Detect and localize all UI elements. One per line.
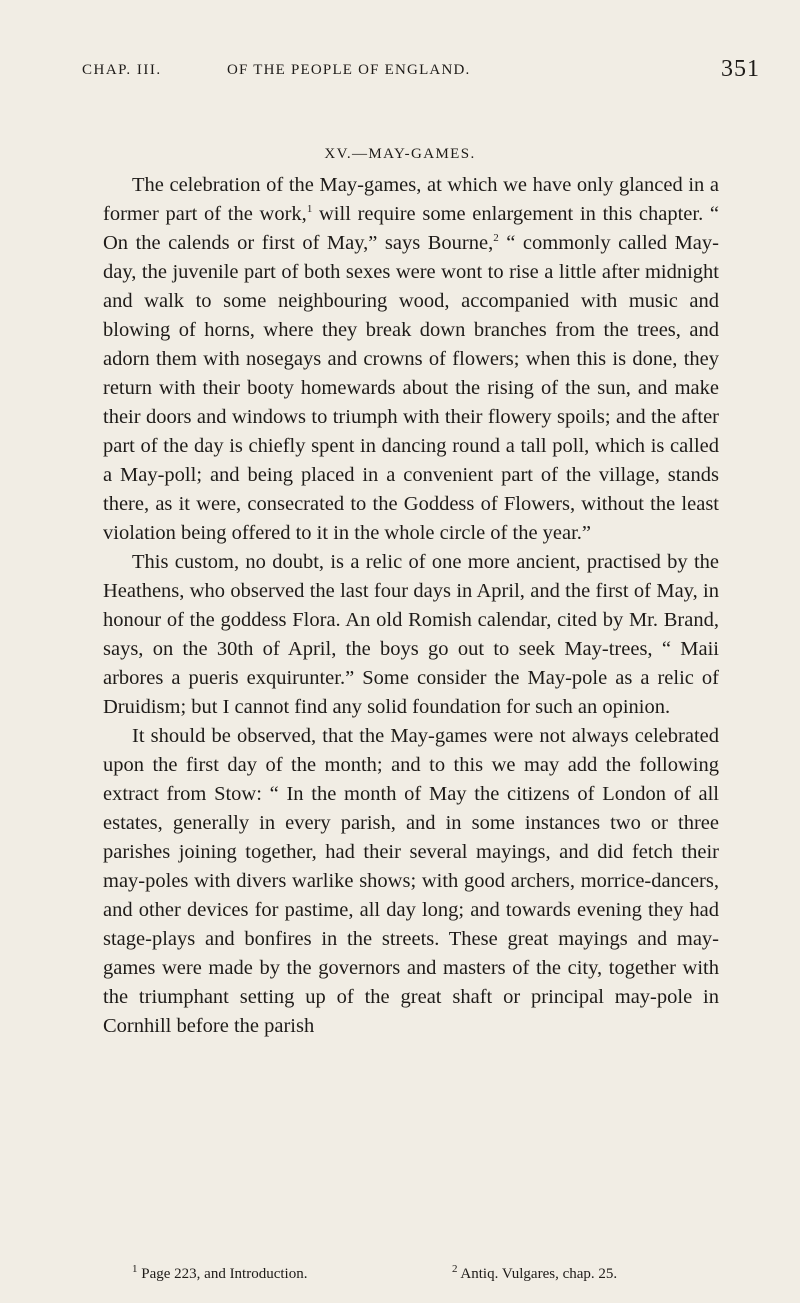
footnote-2-mark: 2 — [452, 1263, 458, 1275]
paragraph-1-part-a: The celebration of the May-games, at which we have only glanced in a former part of the work, — [103, 174, 719, 225]
running-head-chapter: CHAP. III. — [82, 62, 162, 78]
paragraph-1-part-c: “ commonly called May-day, the juvenile part of both sexes were wont to rise a little after midnight and walk to some neighbouring wood, accompanied with music and blowing of horns, where they break down branches from the trees, and adorn them with nosegays and crowns of flowers; when this is done, they return with their booty homewards about the rising of the sun, and make their doors and windows to triumph with their flowery spoils; and the after part of the day is chiefly spent in dancing round a tall poll, which is called a May-poll; and being placed in a convenient part of the village, stands there, as it were, consecrated to the Goddess of Flowers, without the least violation being offered to it in the whole circle of the year.” — [103, 232, 719, 544]
paragraph-2: This custom, no doubt, is a relic of one more ancient, practised by the Heathens, who observed the last four days in April, and the first of May, in honour of the goddess Flora. An old Romish calendar, cited by Mr. Brand, says, on the 30th of April, the boys go out to seek May-trees, “ Maii arbores a pueris exquirunter.” Some consider the May-pole as a relic of Druidism; but I cannot find any solid foundation for such an opinion. — [103, 551, 719, 718]
footnote-1-mark: 1 — [132, 1263, 138, 1275]
footnote-2-text: Antiq. Vulgares, chap. 25. — [457, 1266, 618, 1282]
footnote-ref-2: 2 — [493, 232, 499, 245]
body-text — [103, 171, 719, 1041]
paragraph-1 — [103, 171, 719, 548]
footnote-2 — [452, 1263, 618, 1283]
page-number: 351 — [721, 56, 760, 82]
footnote-1 — [132, 1263, 308, 1283]
footnote-1-text: Page 223, and Introduction. — [137, 1266, 308, 1282]
paragraph-3: It should be observed, that the May-games were not always celebrated upon the first day of the month; and to this we may add the following extract from Stow: “ In the month of May the citizens of London of all estates, generally in every parish, and in some instances two or three parishes joining together, had their several mayings, and did fetch their may-poles with divers warlike shows; with good archers, morrice-dancers, and other devices for pastime, all day long; and towards evening they had stage-plays and bonfires in the streets. These great mayings and may-games were made by the governors and masters of the city, together with the triumphant setting up of the great shaft or principal may-pole in Cornhill before the parish — [103, 725, 719, 1037]
footnote-ref-1: 1 — [306, 203, 313, 216]
section-title: XV.—MAY-GAMES. — [324, 146, 476, 162]
paragraph-1-part-b: will require some enlargement in this chapter. “ On the calends or first of May,” says Bourne, — [103, 203, 719, 254]
running-head-title: OF THE PEOPLE OF ENGLAND. — [227, 62, 471, 78]
running-head — [82, 58, 770, 88]
footnotes — [132, 1263, 732, 1290]
